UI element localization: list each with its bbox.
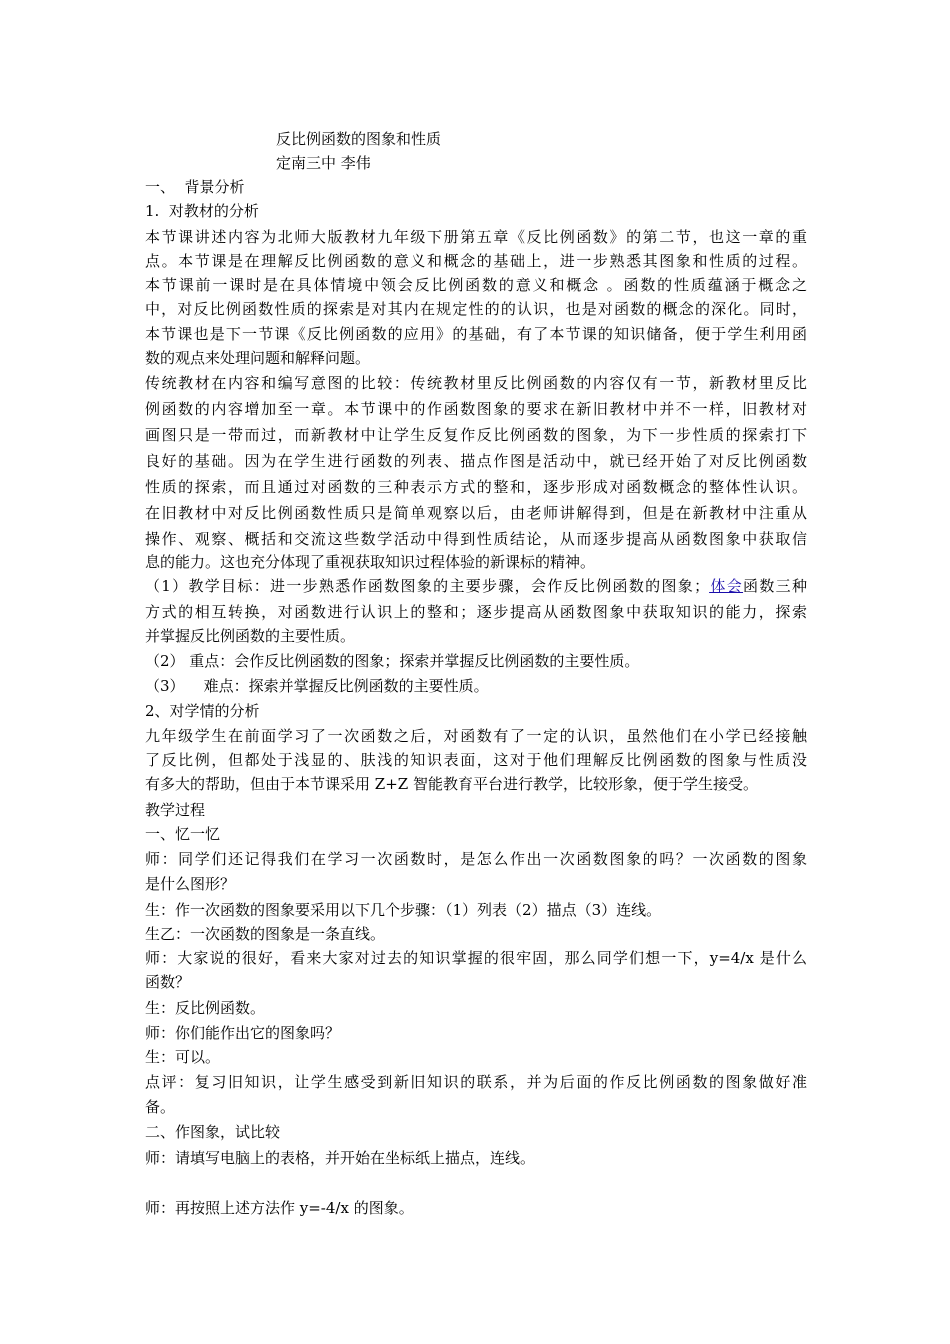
- paragraph-line: 画图只是一带而过，而新教材中让学生反复作反比例函数的图象，为下一步性质的探索打下: [145, 426, 807, 444]
- teaching-goal-text: （1）教学目标：进一步熟悉作函数图象的主要步骤，会作反比例函数的图象；: [145, 577, 710, 595]
- key-point-line: （2） 重点：会作反比例函数的图象；探索并掌握反比例函数的主要性质。: [145, 652, 640, 670]
- heading-recall: 一、忆一忆: [145, 825, 221, 843]
- tihui-link[interactable]: 体会: [709, 577, 744, 595]
- teaching-goal-line: [145, 574, 807, 598]
- teaching-goal-tail: 函数三种: [743, 577, 807, 595]
- paragraph-line: 操作、观察、概括和交流这些数学活动中得到性质结论，从而逐步提高从函数图象中获取信: [145, 530, 807, 548]
- dialogue-line: 生：反比例函数。: [145, 999, 266, 1017]
- paragraph-line: 本节课也是下一节课《反比例函数的应用》的基础，有了本节课的知识储备，便于学生利用函: [145, 325, 807, 343]
- dialogue-line: 生：作一次函数的图象要采用以下几个步骤：（1）列表（2）描点（3）连线。: [145, 901, 662, 919]
- heading-students: 2、对学情的分析: [145, 702, 260, 720]
- paragraph-line: 数的观点来处理问题和解释问题。: [145, 349, 371, 367]
- paragraph-line: 在旧教材中对反比例函数性质只是简单观察以后，由老师讲解得到，但是在新教材中注重从: [145, 504, 807, 522]
- comment-line: 备。: [145, 1098, 176, 1116]
- dialogue-line: 师：你们能作出它的图象吗？: [145, 1024, 341, 1042]
- heading-textbook: 1. 对教材的分析: [145, 202, 259, 220]
- dialogue-line: 师：再按照上述方法作 y=-4/x 的图象。: [145, 1199, 414, 1217]
- difficulty-line: （3） 难点：探索并掌握反比例函数的主要性质。: [145, 677, 489, 695]
- paragraph-line: 九年级学生在前面学习了一次函数之后，对函数有了一定的认识，虽然他们在小学已经接触: [145, 727, 807, 745]
- paragraph-line: 息的能力。这也充分体现了重视获取知识过程体验的新课标的精神。: [145, 553, 596, 571]
- dialogue-line: 师：请填写电脑上的表格，并开始在坐标纸上描点，连线。: [145, 1149, 536, 1167]
- paragraph-line: 中，对反比例函数性质的探索是对其内在规定性的的认识，也是对函数的概念的深化。同时，: [145, 300, 807, 318]
- heading-draw-compare: 二、作图象，试比较: [145, 1123, 281, 1141]
- doc-author: 定南三中 李伟: [276, 154, 371, 172]
- dialogue-line: 师：同学们还记得我们在学习一次函数时，是怎么作出一次函数图象的吗？一次函数的图象: [145, 850, 807, 868]
- dialogue-line: 是什么图形？: [145, 875, 236, 893]
- paragraph-line: 并掌握反比例函数的主要性质。: [145, 627, 356, 645]
- dialogue-line: 生乙：一次函数的图象是一条直线。: [145, 925, 386, 943]
- paragraph-line: 点。本节课是在理解反比例函数的意义和概念的基础上，进一步熟悉其图象和性质的过程。: [145, 252, 807, 270]
- paragraph-line: 本节课讲述内容为北师大版教材九年级下册第五章《反比例函数》的第二节，也这一章的重: [145, 228, 807, 246]
- heading-teaching-process: 教学过程: [145, 801, 206, 819]
- comment-line: 点评：复习旧知识，让学生感受到新旧知识的联系，并为后面的作反比例函数的图象做好准: [145, 1073, 807, 1091]
- paragraph-line: 方式的相互转换，对函数进行认识上的整和；逐步提高从函数图象中获取知识的能力，探索: [145, 603, 807, 621]
- paragraph-line: 本节课前一课时是在具体情境中领会反比例函数的意义和概念 。函数的性质蕴涵于概念之: [145, 276, 807, 294]
- doc-title: 反比例函数的图象和性质: [276, 130, 442, 148]
- paragraph-line: 良好的基础。因为在学生进行函数的列表、描点作图是活动中，就已经开始了对反比例函数: [145, 452, 807, 470]
- paragraph-line: 了反比例，但都处于浅显的、肤浅的知识表面，这对于他们理解反比例函数的图象与性质没: [145, 751, 807, 769]
- paragraph-line: 传统教材在内容和编写意图的比较：传统教材里反比例函数的内容仅有一节，新教材里反比: [145, 374, 807, 392]
- heading-background: 一、 背景分析: [145, 178, 245, 196]
- paragraph-line: 有多大的帮助，但由于本节课采用 Z+Z 智能教育平台进行教学，比较形象，便于学生接受。: [145, 775, 758, 793]
- paragraph-line: 性质的探索，而且通过对函数的三种表示方式的整和，逐步形成对函数概念的整体性认识。: [145, 478, 807, 496]
- paragraph-line: 例函数的内容增加至一章。本节课中的作函数图象的要求在新旧教材中并不一样，旧教材对: [145, 400, 807, 418]
- dialogue-line: 函数？: [145, 973, 191, 991]
- dialogue-line: 师：大家说的很好，看来大家对过去的知识掌握的很牢固，那么同学们想一下，y=4/x 是什么: [145, 949, 807, 967]
- dialogue-line: 生：可以。: [145, 1048, 221, 1066]
